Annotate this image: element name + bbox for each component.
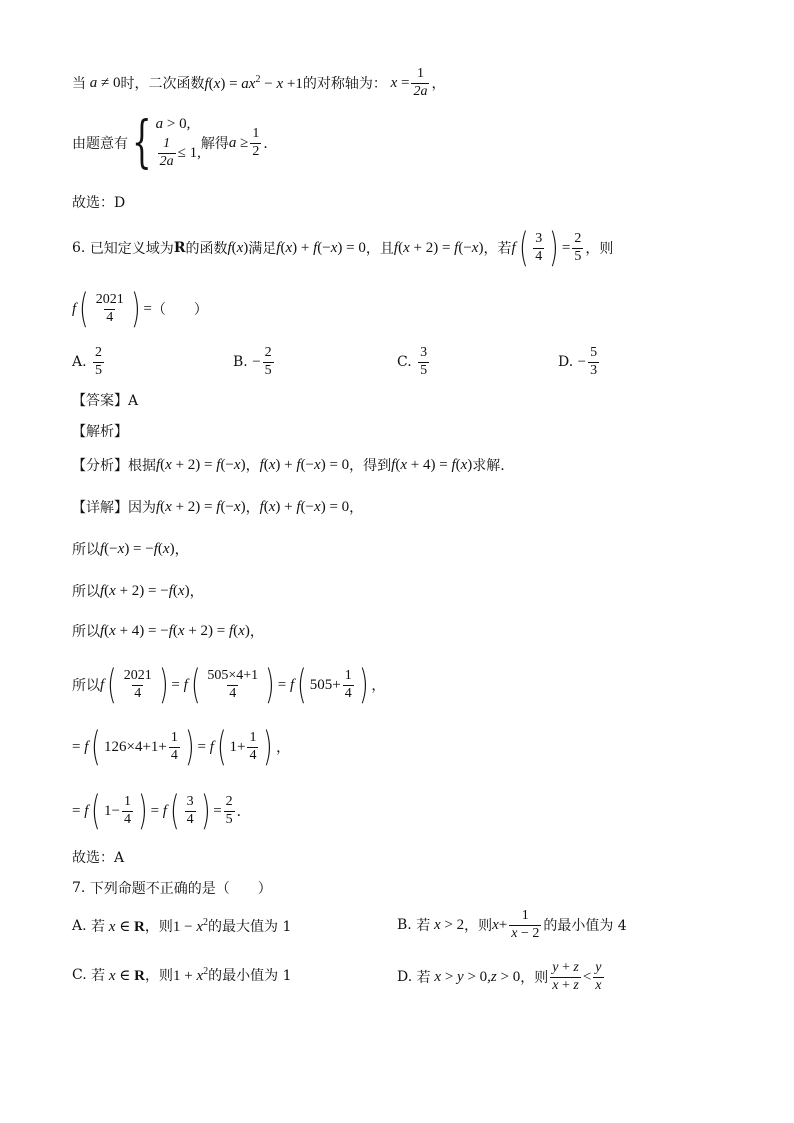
formula: < bbox=[582, 968, 592, 985]
text: ，则 bbox=[585, 241, 614, 257]
paren-group: ( $\frac{2021}{4}$ ) bbox=[79, 286, 141, 332]
step-reduce-1 bbox=[72, 662, 385, 708]
text: 由题意有 bbox=[72, 136, 128, 152]
formula: f bbox=[100, 676, 105, 693]
option-d bbox=[558, 344, 601, 380]
text: ． bbox=[263, 136, 278, 152]
text: ，若 bbox=[483, 241, 512, 257]
text: 的最小值为 4 bbox=[543, 918, 627, 934]
detail-line bbox=[72, 496, 363, 518]
text: 满足 bbox=[248, 241, 277, 257]
option-c bbox=[397, 344, 431, 380]
option-label: D. bbox=[397, 969, 413, 985]
text: 的对称轴为： bbox=[302, 76, 387, 92]
q7-option-b bbox=[397, 904, 627, 946]
text: 若 bbox=[416, 970, 431, 986]
formula: f(x) + f(−x) = 0 bbox=[276, 239, 366, 256]
fraction: $\frac{2}{5}$ bbox=[225, 793, 233, 827]
tag: 【分析】 bbox=[72, 458, 128, 474]
option-label: B. bbox=[233, 354, 248, 370]
text: 若 bbox=[91, 968, 106, 984]
formula: f(x + 2) = f(−x) bbox=[156, 498, 246, 515]
text: 所以 bbox=[72, 584, 100, 600]
formula: = f bbox=[197, 738, 214, 755]
formula: f(x + 4) = −f(x + 2) = f(x) bbox=[100, 622, 250, 639]
formula: f(x + 2) = −f(x) bbox=[100, 582, 190, 599]
tag: 【详解】 bbox=[72, 500, 128, 516]
fraction: $\frac{1}{2}$ bbox=[252, 125, 260, 159]
fraction: $\frac{3}{5}$ bbox=[420, 344, 428, 378]
text: 时，二次函数 bbox=[120, 76, 205, 92]
text: ， bbox=[245, 458, 260, 474]
q7-option-c bbox=[72, 962, 292, 988]
fraction: $\frac{y}{x}$ bbox=[595, 959, 602, 993]
text: R bbox=[173, 240, 186, 256]
text: 因为 bbox=[128, 500, 156, 516]
formula: = f bbox=[171, 676, 188, 693]
text: 根据 bbox=[128, 458, 156, 474]
formula: $f(x) = ax^2 - x +1$ bbox=[204, 73, 303, 92]
analysis-line bbox=[72, 454, 505, 476]
text: 所以 bbox=[72, 624, 100, 640]
paren-group: ( $\frac{3}{4}$ ) bbox=[170, 788, 211, 834]
paren-group: ( $\frac{2021}{4}$ ) bbox=[107, 662, 169, 708]
formula: x ∈ R bbox=[105, 967, 145, 984]
option-label: C. bbox=[72, 967, 87, 983]
formula: f(−x) = −f(x) bbox=[100, 540, 175, 557]
step-shift-2 bbox=[72, 580, 204, 602]
formula: a ≠ 0 bbox=[86, 74, 121, 91]
text: 已知定义域为 bbox=[89, 241, 174, 257]
formula: f bbox=[511, 239, 516, 256]
text: ，则 bbox=[145, 968, 173, 984]
step-period-4 bbox=[72, 620, 264, 642]
choose-a: 故选：A bbox=[72, 850, 125, 866]
answer-label: 【答案】A bbox=[72, 393, 139, 409]
formula: = bbox=[143, 300, 152, 317]
fraction: $\frac{y + z}{x + z}$ bbox=[552, 959, 579, 993]
question-number: 7. bbox=[72, 880, 86, 896]
text: ， bbox=[276, 740, 291, 756]
q7-option-d bbox=[397, 956, 606, 998]
formula: f(x) bbox=[227, 239, 249, 256]
paren-group: ( 126×4+1+ $\frac{1}{4}$ ) bbox=[91, 724, 195, 770]
paren-group: ( $\frac{505\times 4+1}{4}$ ) bbox=[190, 662, 275, 708]
option-b bbox=[233, 344, 276, 380]
step-odd bbox=[72, 538, 189, 560]
formula: f(x) + f(−x) = 0 bbox=[259, 456, 350, 473]
step-reduce-3 bbox=[72, 788, 251, 834]
formula: x = bbox=[386, 74, 410, 91]
paren-group: ( $\frac{3}{4}$ ) bbox=[518, 225, 559, 271]
line-axis-of-symmetry bbox=[72, 66, 445, 100]
paren-group: ( 505+ $\frac{1}{4}$ ) bbox=[297, 662, 369, 708]
text: 的最小值为 1 bbox=[208, 968, 292, 984]
text: ， bbox=[249, 624, 264, 640]
formula: = f bbox=[277, 676, 295, 693]
text: ， bbox=[189, 584, 204, 600]
question-number: 6. bbox=[72, 240, 86, 256]
fraction: $\frac{2}{5}$ bbox=[95, 344, 103, 378]
q7-option-a bbox=[72, 908, 291, 944]
system: a > 0, $\frac{1}{2a}$ ≤ 1, bbox=[155, 116, 201, 169]
option-label: D. bbox=[558, 354, 574, 370]
text: ，则 bbox=[464, 918, 493, 934]
option-label: B. bbox=[397, 917, 412, 933]
formula: = f bbox=[150, 802, 167, 819]
text: 若 bbox=[416, 918, 431, 934]
formula: f bbox=[72, 300, 77, 317]
text: 下列命题不正确的是（ ） bbox=[89, 881, 272, 897]
question-6-ask bbox=[72, 288, 208, 330]
fraction: $\frac{2}{5}$ bbox=[264, 344, 272, 378]
formula: $1 - x^2$ bbox=[172, 916, 209, 935]
question-7-stem bbox=[72, 878, 272, 898]
question-6-stem bbox=[72, 225, 614, 271]
formula: x > 2 bbox=[430, 916, 465, 933]
formula: − bbox=[252, 353, 261, 370]
text: 若 bbox=[91, 919, 106, 935]
text: ，则 bbox=[520, 970, 549, 986]
formula: f(x) + f(−x) = 0 bbox=[259, 498, 350, 515]
line-condition-system bbox=[72, 112, 277, 174]
text: ， bbox=[431, 76, 446, 92]
option-a bbox=[72, 344, 106, 380]
option-label: A. bbox=[72, 918, 87, 934]
option-label: A. bbox=[72, 354, 87, 370]
option-label: C. bbox=[397, 354, 412, 370]
text: 求解. bbox=[472, 458, 505, 474]
text: 所以 bbox=[72, 542, 100, 558]
formula: x+ bbox=[492, 916, 508, 933]
formula: $1 + x^2$ bbox=[173, 965, 209, 984]
formula: x > y > 0,z > 0 bbox=[430, 968, 521, 985]
paren-group: ( 1− $\frac{1}{4}$ ) bbox=[91, 788, 148, 834]
text: ， bbox=[174, 542, 189, 558]
formula: = bbox=[561, 239, 571, 256]
choose-d: 故选：D bbox=[72, 195, 126, 211]
text: 当 bbox=[72, 76, 86, 92]
formula: x ∈ R bbox=[105, 918, 145, 935]
text: ， bbox=[371, 678, 386, 694]
brace: { bbox=[132, 110, 152, 175]
step-reduce-2 bbox=[72, 724, 290, 770]
formula: = f bbox=[72, 802, 89, 819]
formula: = bbox=[213, 802, 222, 819]
fraction: $\frac{1}{2a}$ bbox=[413, 65, 428, 99]
text: 的函数 bbox=[185, 241, 228, 257]
text: ． bbox=[236, 804, 251, 820]
formula: f(x + 4) = f(x) bbox=[391, 456, 473, 473]
fraction: $\frac{2}{5}$ bbox=[574, 230, 582, 264]
formula: − bbox=[577, 353, 587, 370]
text: 解得 bbox=[200, 136, 229, 152]
paren-group: ( 1+ $\frac{1}{4}$ ) bbox=[217, 724, 273, 770]
text: ， bbox=[245, 500, 260, 516]
formula: f(x + 2) = f(−x) bbox=[393, 239, 484, 256]
text: 所以 bbox=[72, 678, 100, 694]
formula: = f bbox=[72, 738, 89, 755]
formula: a ≥ bbox=[228, 134, 249, 151]
text: ，且 bbox=[365, 241, 394, 257]
answer-blank: （ ） bbox=[151, 302, 208, 318]
text: ， bbox=[349, 500, 364, 516]
fraction: $\frac{1}{x - 2}$ bbox=[511, 907, 540, 941]
formula: f(x + 2) = f(−x) bbox=[156, 456, 246, 473]
fraction: $\frac{5}{3}$ bbox=[590, 344, 598, 378]
text: ，则 bbox=[144, 919, 173, 935]
text: ，得到 bbox=[349, 458, 392, 474]
text: 的最大值为 1 bbox=[208, 919, 292, 935]
analysis-label: 【解析】 bbox=[72, 424, 128, 440]
